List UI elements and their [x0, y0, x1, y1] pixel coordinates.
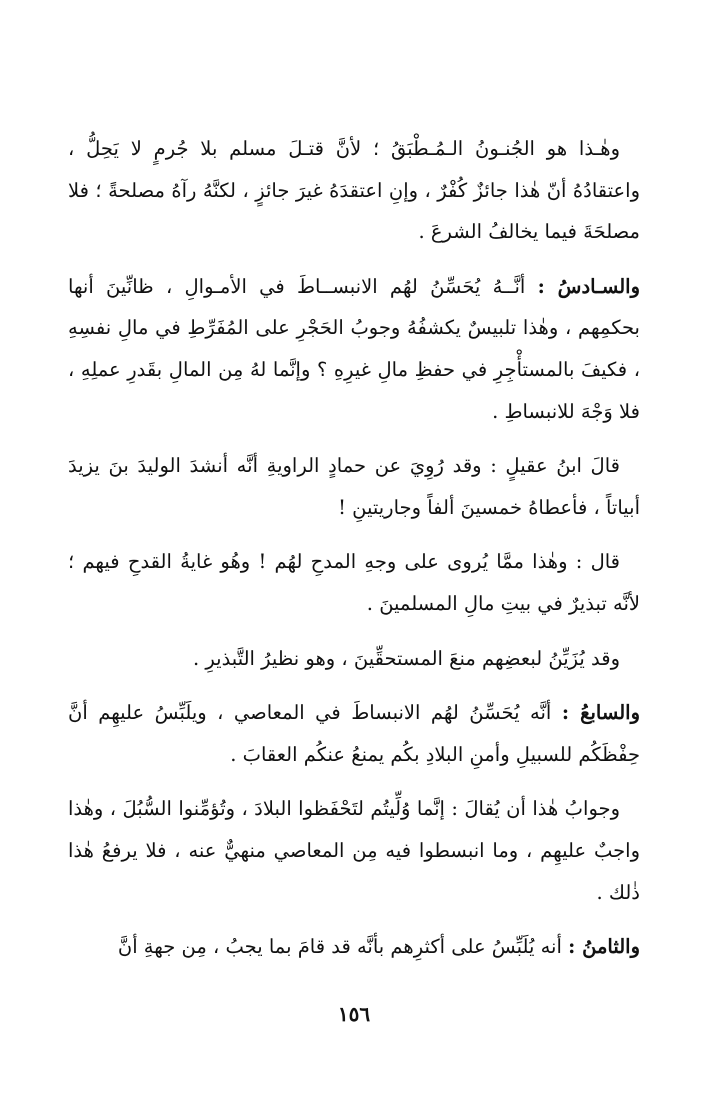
paragraph-6-text: أنَّه يُحَسِّنُ لهُم الانبساطَ في المعاصي ، ويلَبِّسُ عليهِم أنَّ حِفْظَكُم للسبيلِ وأمنِ البلادِ بكُم يمنعُ عنكُم العقابَ . [68, 701, 640, 766]
paragraph-3 [68, 445, 640, 528]
page-body [68, 128, 640, 981]
paragraph-2-text: أنَّــهُ يُحَسِّنُ لهُم الانبســاطَ في الأمـوالِ ، ظانِّينَ أنها بحكمِهم ، وهٰذا تلبيسٌ يكشفُهُ وجوبُ الحَجْرِ على المُفَرِّطِ في مالِ نفسِهِ ، فكيفَ بالمستأْجِرِ في حفظِ مالِ غيرِهِ ؟ وإنَّما لهُ مِن المالِ بقَدرِ عملِهِ ، فلا وَجْهَ للانبساطِ . [68, 274, 640, 423]
paragraph-3-text: قالَ ابنُ عقيلٍ : وقد رُوِيَ عن حمادٍ الراويةِ أنَّه أنشدَ الوليدَ بنَ يزيدَ أبياتاً ، فأعطاهُ خمسينَ ألفاً وجاريتينِ ! [68, 454, 640, 519]
paragraph-5-text: وقد يُزَيِّنُ لبعضِهم منعَ المستحقِّينَ ، وهو نظيرُ التَّبذيرِ . [192, 646, 620, 670]
paragraph-7 [68, 788, 640, 913]
paragraph-8-lead: والثامنُ : [568, 935, 640, 959]
page-number: ١٥٦ [337, 1002, 371, 1026]
paragraph-7-text: وجوابُ هٰذا أن يُقالَ : إنَّما وُلِّيتُم لتَحْفَظوا البلادَ ، وتُؤمِّنوا السُّبُلَ ، وهٰذا واجبٌ عليهِم ، وما انبسطوا فيه مِن المعاصي منهيٌّ عنه ، فلا يرفعُ هٰذا ذٰلك . [68, 797, 640, 904]
paragraph-1 [68, 128, 640, 253]
paragraph-4-text: قال : وهٰذا ممَّا يُروى على وجهِ المدحِ لهُم ! وهُو غايةُ القدحِ فيهم ؛ لأنَّه تبذيرٌ في بيتِ مالِ المسلمينَ . [68, 550, 640, 615]
paragraph-6-lead: والسابعُ : [561, 701, 640, 725]
paragraph-8-text: أنه يُلَبِّسُ على أكثرِهم بأنَّه قد قامَ بما يجبُ ، مِن جهةِ أنَّ [117, 935, 569, 959]
paragraph-1-text: وهٰـذا هو الجُنـونُ الـمُـطْبَقُ ؛ لأنَّ قتـلَ مسلم بلا جُرمٍ لا يَحِلُّ ، واعتقادُهُ أنّ هٰذا جائزٌ كُفْرٌ ، وإنِ اعتقدَهُ غيرَ جائزٍ ، لكنَّهُ رآهُ مصلحةً ؛ فلا مصلحَةَ فيما يخالفُ الشرعَ . [68, 137, 640, 244]
paragraph-2-lead: والسـادسُ : [537, 274, 641, 298]
paragraph-5 [68, 638, 640, 680]
paragraph-8 [68, 926, 640, 968]
paragraph-6 [68, 692, 640, 775]
paragraph-4 [68, 541, 640, 624]
paragraph-2 [68, 266, 640, 432]
